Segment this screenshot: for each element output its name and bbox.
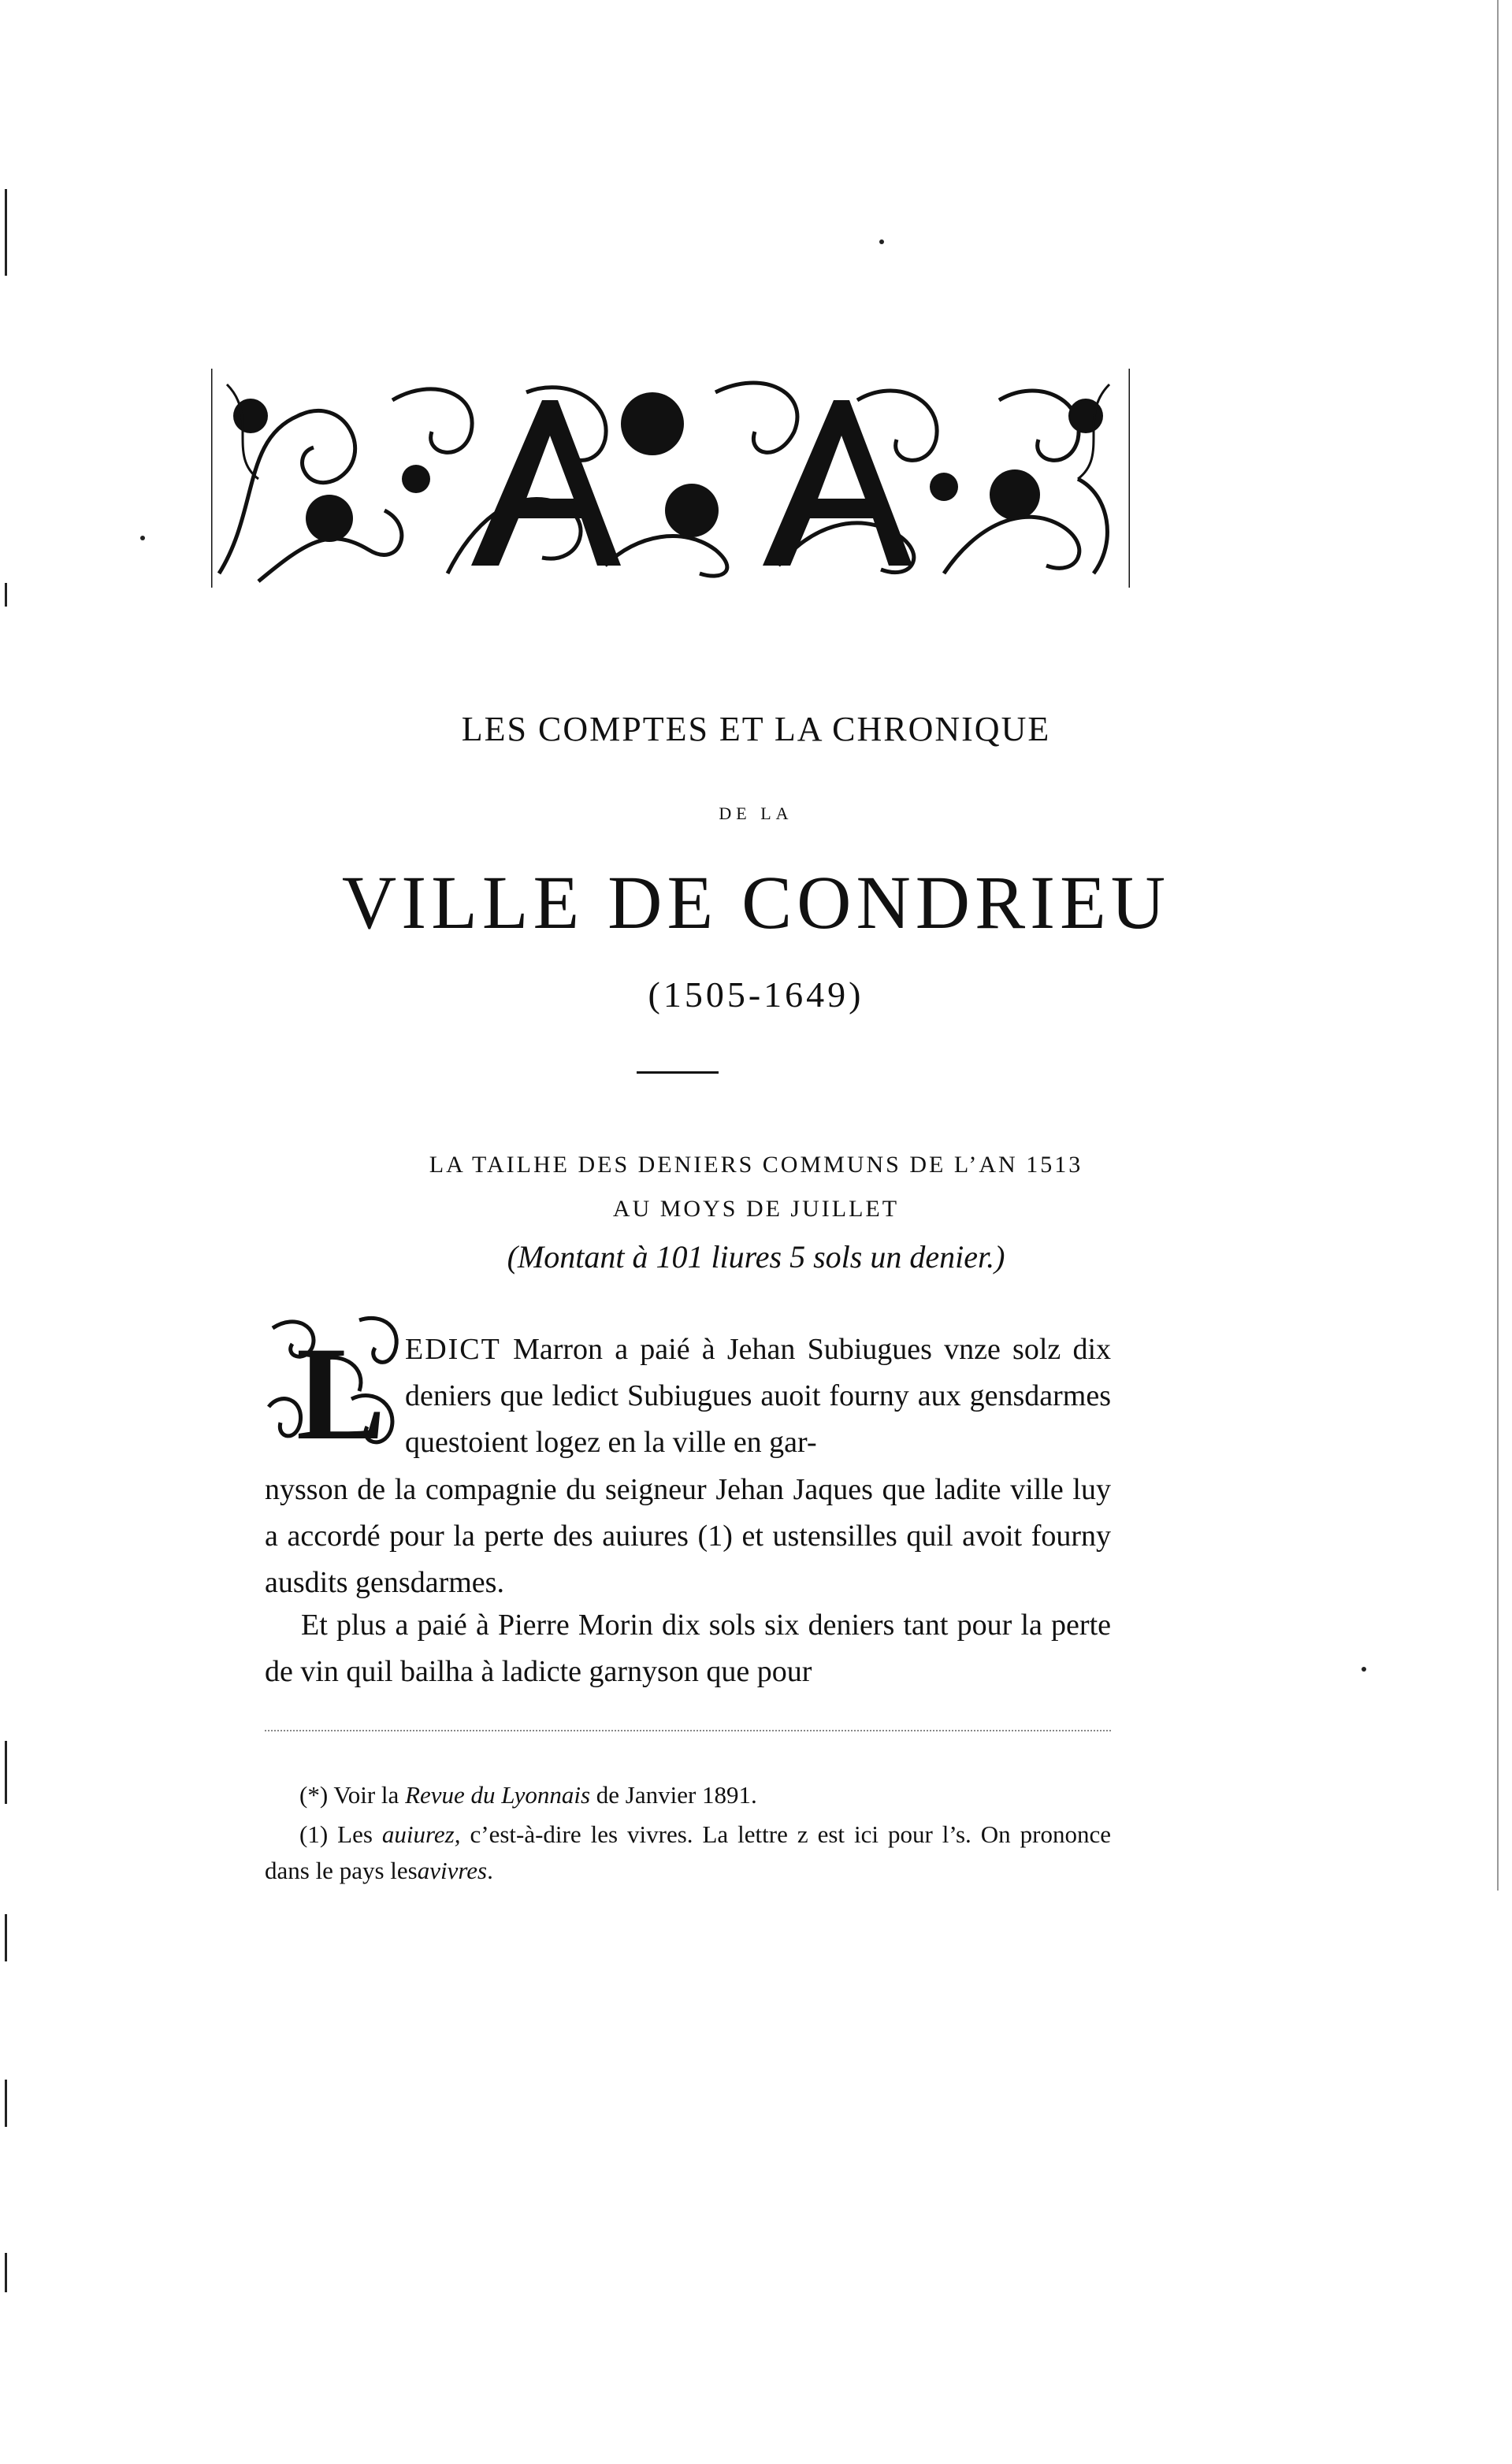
footnote-2-term: auiurez, [381, 1820, 461, 1848]
ornamental-dropcap [265, 1312, 403, 1451]
paragraph-1-text: Marron a paié à Jehan Subiugues vnze solz dix deniers que ledict Subiugues auoit fourny aux gensdarmes questoient logez en la ville en gar- [405, 1333, 1112, 1459]
footnote-2 [265, 1816, 1111, 1889]
footnote-1-journal: Revue du Lyonnais [405, 1781, 591, 1809]
paragraph-1-continuation: nysson de la compagnie du seigneur Jehan Jaques que ladite ville luy a accordé pour la perte des auiures (1) et ustensilles quil avoit fourny ausdits gensdarmes. [265, 1473, 1111, 1599]
section-heading: LA TAILHE DES DENIERS COMMUNS DE L’AN 1513 [429, 1152, 1083, 1178]
ornamental-headpiece [211, 369, 1130, 588]
paragraph-1-first-lines [405, 1327, 1111, 1466]
title-dates: (1505-1649) [648, 974, 864, 1015]
speck [140, 536, 145, 540]
page-edge-line [5, 583, 7, 607]
title-line-2: DE LA [719, 803, 793, 823]
footnote-1 [299, 1777, 1111, 1813]
title-rule [637, 1071, 719, 1074]
section-heading-2: AU MOYS DE JUILLET [612, 1196, 900, 1222]
first-word: EDICT [405, 1333, 501, 1366]
page-edge-line [5, 2080, 7, 2127]
paragraph-2: Et plus a paié à Pierre Morin dix sols six deniers tant pour la perte de vin quil bailha à ladicte garnyson que pour [265, 1609, 1111, 1688]
speck [879, 239, 884, 244]
title-line-1: LES COMPTES ET LA CHRONIQUE [461, 710, 1051, 748]
dropcap-letter: L [296, 1319, 386, 1451]
section-subtitle: (Montant à 101 liures 5 sols un denier.) [507, 1239, 1005, 1275]
footnote-2-term-2: avivres [417, 1857, 488, 1884]
main-title: VILLE DE CONDRIEU [341, 860, 1171, 944]
footnote-separator [265, 1730, 1111, 1731]
page-edge-line [5, 189, 7, 276]
footnote-1-post: de Janvier 1891. [596, 1781, 757, 1809]
footnote-2-mark: (1) [299, 1820, 329, 1848]
page-edge-line [5, 2253, 7, 2292]
footnote-1-pre: Voir la [333, 1781, 399, 1809]
speck [1362, 1667, 1366, 1672]
footnote-2-pre: Les [337, 1820, 373, 1848]
footnote-1-mark: (*) [299, 1781, 329, 1809]
footnote-2-end: . [487, 1857, 493, 1884]
page-edge-line [5, 1741, 7, 1804]
footnote-2-mid: c’est-à-dire les vivres. La lettre z est ici pour l’s. On prononce dans le pays les [265, 1820, 1112, 1884]
page-edge-line [5, 1914, 7, 1961]
